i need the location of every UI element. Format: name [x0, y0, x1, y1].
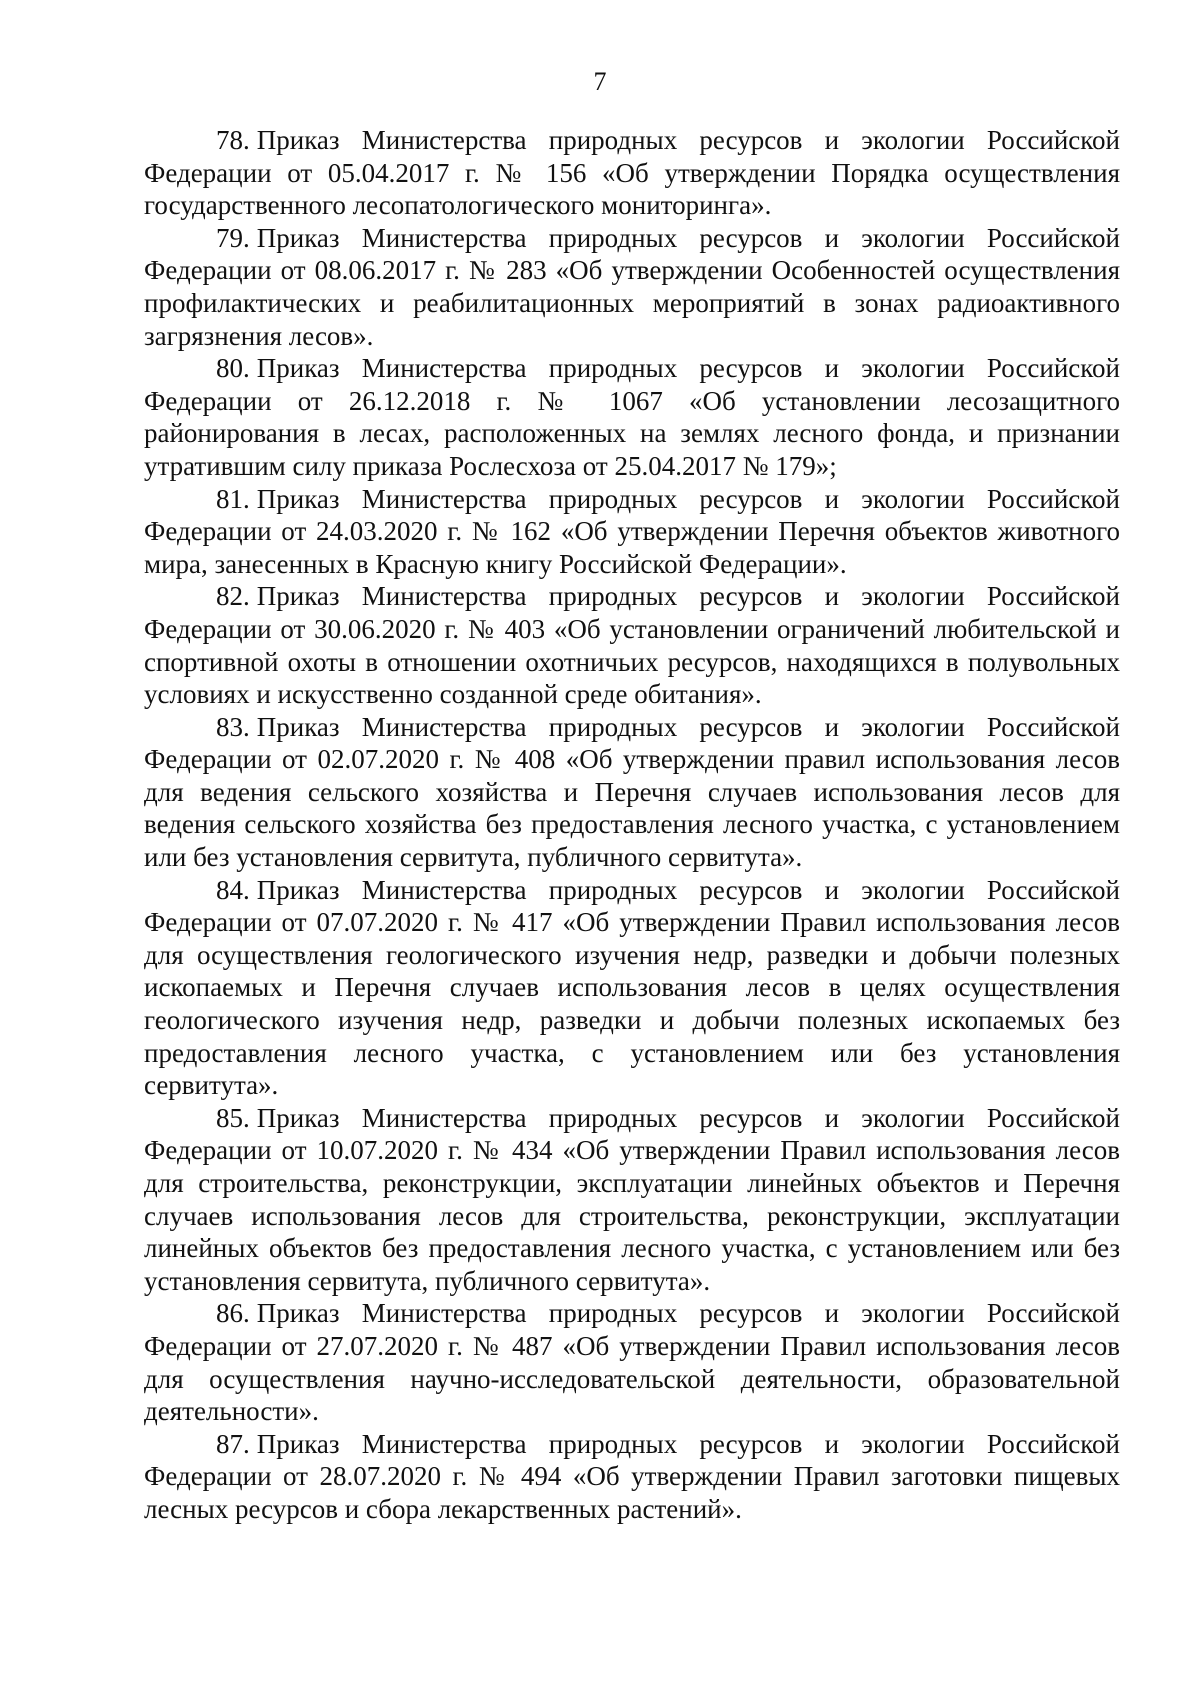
item-text: Приказ Министерства природных ресурсов и экологии Российской Федерации от 27.07.2020 г. № 487 «Об утверждении Правил использования лесов для осуществления научно-исследовательской деятельности, образовательной деятельности». — [144, 1298, 1120, 1427]
item-number: 86. — [216, 1298, 250, 1329]
item-number: 79. — [216, 222, 250, 253]
item-text: Приказ Министерства природных ресурсов и экологии Российской Федерации от 24.03.2020 г. № 162 «Об утверждении Перечня объектов животного мира, занесенных в Красную книгу Российской Федерации». — [144, 483, 1120, 579]
page-number: 7 — [593, 67, 607, 96]
item-text: Приказ Министерства природных ресурсов и экологии Российской Федерации от 10.07.2020 г. № 434 «Об утверждении Правил использования лесов для строительства, реконструкции, эксплуатации линейных объектов и Перечня случаев использования лесов для строительства, реконструкции, эксплуатации линейных объектов без предоставления лесного участка, с установлением или без установления сервитута, публичного сервитута». — [144, 1102, 1120, 1296]
list-item-81 — [144, 483, 1120, 581]
list-item-78 — [144, 124, 1120, 222]
item-text: Приказ Министерства природных ресурсов и экологии Российской Федерации от 26.12.2018 г. № 1067 «Об установлении лесозащитного районирования в лесах, расположенных на землях лесного фонда, и признании утратившим силу приказа Рослесхоза от 25.04.2017 № 179»; — [144, 353, 1120, 481]
item-number: 81. — [216, 483, 250, 514]
item-text: Приказ Министерства природных ресурсов и экологии Российской Федерации от 28.07.2020 г. № 494 «Об утверждении Правил заготовки пищевых лесных ресурсов и сбора лекарственных растений». — [144, 1428, 1120, 1524]
list-item-83 — [144, 711, 1120, 874]
item-number: 87. — [216, 1428, 250, 1459]
list-item-87 — [144, 1428, 1120, 1526]
item-number: 84. — [216, 874, 250, 905]
list-item-86 — [144, 1297, 1120, 1427]
item-number: 78. — [216, 125, 250, 155]
list-item-80 — [144, 352, 1120, 482]
item-text: Приказ Министерства природных ресурсов и экологии Российской Федерации от 30.06.2020 г. № 403 «Об установлении ограничений любительской и спортивной охоты в отношении охотничьих ресурсов, находящихся в полувольных условиях и искусственно созданной среде обитания». — [144, 581, 1120, 710]
item-text: Приказ Министерства природных ресурсов и экологии Российской Федерации от 07.07.2020 г. № 417 «Об утверждении Правил использования лесов для осуществления геологического изучения недр, разведки и добычи полезных ископаемых и Перечня случаев использования лесов в целях осуществления геологического изучения недр, разведки и добычи полезных ископаемых без предоставления лесного участка, с установлением или без установления сервитута». — [144, 874, 1120, 1101]
item-number: 82. — [216, 581, 250, 612]
list-item-84 — [144, 874, 1120, 1102]
item-number: 80. — [216, 353, 250, 384]
item-number: 85. — [216, 1102, 250, 1133]
item-text: Приказ Министерства природных ресурсов и экологии Российской Федерации от 08.06.2017 г. № 283 «Об утверждении Особенностей осуществления профилактических и реабилитационных мероприятий в зонах радиоактивного загрязнения лесов». — [144, 222, 1120, 351]
list-item-85 — [144, 1102, 1120, 1298]
list-item-82 — [144, 580, 1120, 710]
item-text: Приказ Министерства природных ресурсов и экологии Российской Федерации от 05.04.2017 г. № 156 «Об утверждении Порядка осуществления государственного лесопатологического мониторинга». — [144, 125, 1120, 221]
document-body — [144, 124, 1120, 1526]
item-text: Приказ Министерства природных ресурсов и экологии Российской Федерации от 02.07.2020 г. № 408 «Об утверждении правил использования лесов для ведения сельского хозяйства и Перечня случаев использования лесов для ведения сельского хозяйства без предоставления лесного участка, с установлением или без установления сервитута, публичного сервитута». — [144, 711, 1120, 873]
item-number: 83. — [216, 711, 250, 742]
list-item-79 — [144, 222, 1120, 352]
